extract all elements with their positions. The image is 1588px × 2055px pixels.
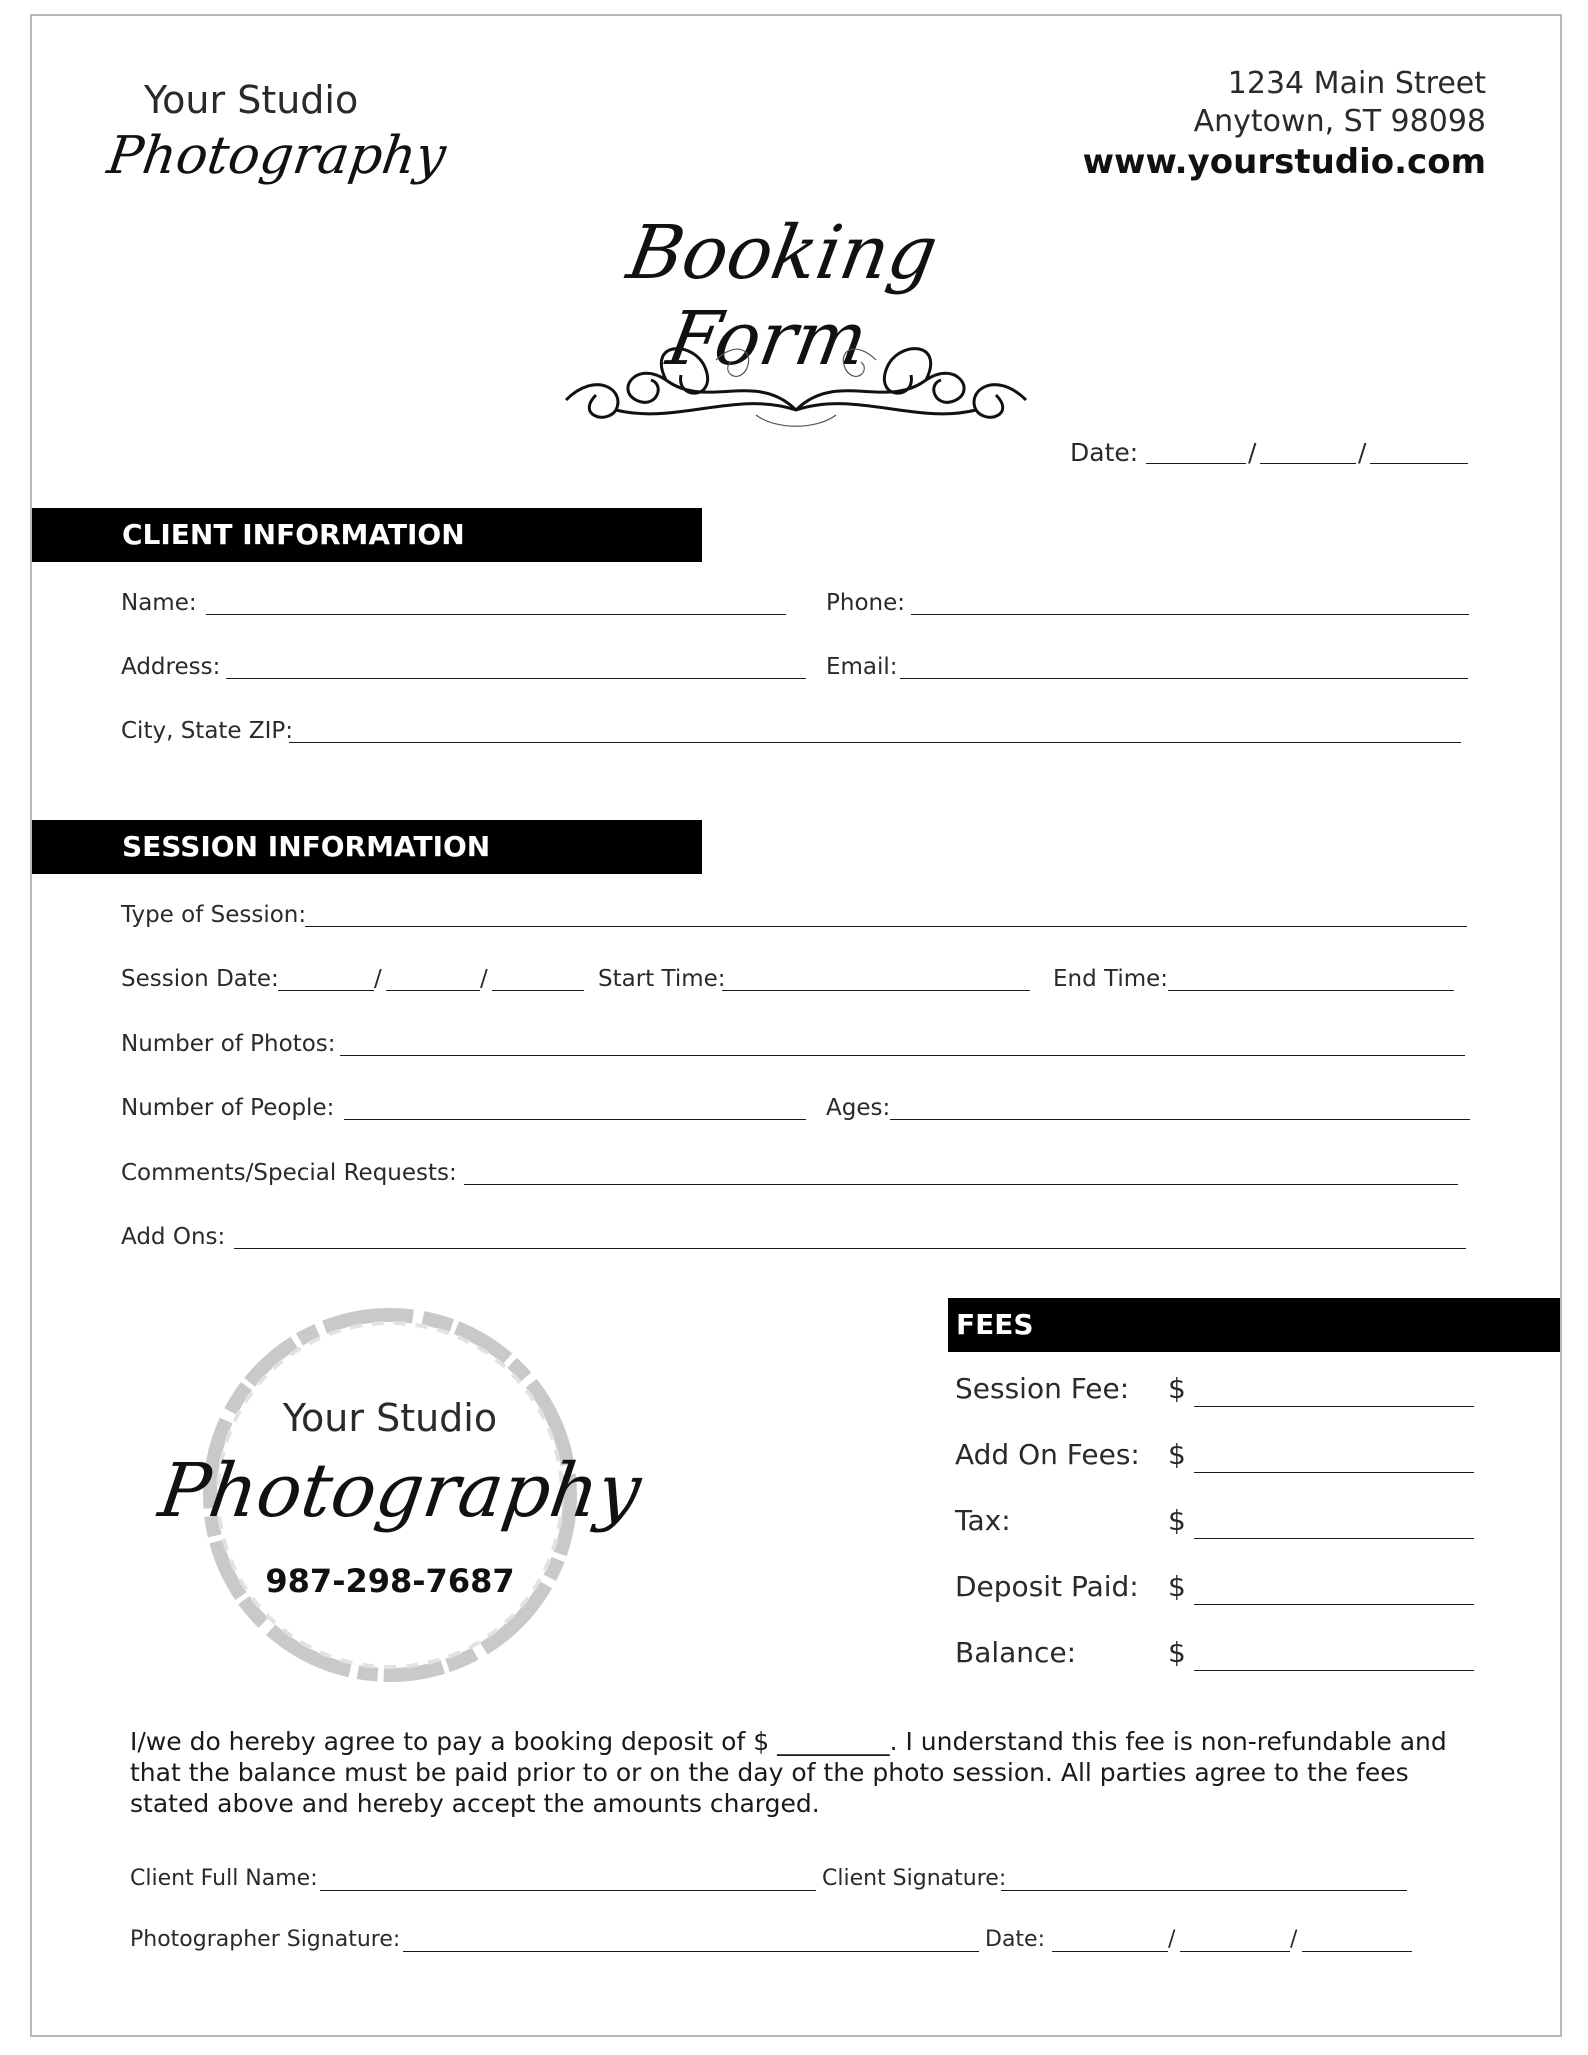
studio-stamp — [153, 1300, 647, 1690]
fee-currency: $ — [1168, 1438, 1186, 1471]
comments-field[interactable] — [464, 1184, 1458, 1185]
agreement-text: I/we do hereby agree to pay a booking deposit of $ _________. I understand this fee is non-refundable and that the balance must be paid prior to or on the day of the photo session. All parties agree to the fees stated above and hereby accept the amounts charged. — [130, 1727, 1447, 1818]
date-slash: / — [1358, 438, 1367, 467]
addons-field[interactable] — [234, 1248, 1466, 1249]
signature-date-day[interactable] — [1180, 1951, 1290, 1952]
ages-field[interactable] — [890, 1119, 1470, 1120]
stamp-line2: Photography — [153, 1448, 647, 1534]
form-date-month[interactable] — [1146, 463, 1246, 464]
client-name-field[interactable] — [320, 1890, 816, 1891]
fee-label: Deposit Paid: — [955, 1570, 1139, 1603]
session-info-heading: SESSION INFORMATION — [32, 820, 702, 874]
date-slash: / — [1168, 1927, 1176, 1952]
session-date-label: Session Date: — [121, 966, 279, 992]
form-date-year[interactable] — [1370, 463, 1468, 464]
session-type-field[interactable] — [305, 926, 1467, 927]
people-label: Number of People: — [121, 1095, 335, 1121]
address-line2: Anytown, ST 98098 — [1193, 104, 1486, 139]
email-field[interactable] — [900, 678, 1468, 679]
session-date-day[interactable] — [386, 990, 480, 991]
people-field[interactable] — [344, 1119, 806, 1120]
city-field[interactable] — [289, 742, 1461, 743]
form-title: Booking Form — [621, 210, 944, 382]
address-field[interactable] — [226, 678, 806, 679]
client-signature-label: Client Signature: — [822, 1866, 1007, 1891]
fee-amount-field[interactable] — [1194, 1406, 1474, 1407]
name-field[interactable] — [206, 614, 786, 615]
email-label: Email: — [826, 654, 898, 680]
client-signature-field[interactable] — [1001, 1890, 1407, 1891]
fees-heading: FEES — [948, 1298, 1560, 1352]
session-type-label: Type of Session: — [121, 902, 307, 928]
stamp-phone: 987-298-7687 — [265, 1562, 515, 1600]
signature-date-year[interactable] — [1302, 1951, 1412, 1952]
fee-currency: $ — [1168, 1372, 1186, 1405]
end-time-label: End Time: — [1053, 966, 1169, 992]
name-label: Name: — [121, 590, 197, 616]
comments-label: Comments/Special Requests: — [121, 1160, 457, 1186]
session-date-month[interactable] — [278, 990, 374, 991]
fee-label: Add On Fees: — [955, 1438, 1140, 1471]
form-date-label: Date: — [1070, 438, 1139, 467]
photographer-signature-field[interactable] — [403, 1951, 979, 1952]
photographer-signature-label: Photographer Signature: — [130, 1927, 401, 1952]
client-name-label: Client Full Name: — [130, 1866, 318, 1891]
fee-amount-field[interactable] — [1194, 1670, 1474, 1671]
fee-amount-field[interactable] — [1194, 1472, 1474, 1473]
logo-line2: Photography — [103, 126, 450, 186]
start-time-label: Start Time: — [598, 966, 726, 992]
client-info-heading: CLIENT INFORMATION — [32, 508, 702, 562]
fee-label: Tax: — [955, 1504, 1011, 1537]
logo-line1: Your Studio — [144, 78, 359, 122]
signature-date-month[interactable] — [1052, 1951, 1168, 1952]
fee-label: Balance: — [955, 1636, 1077, 1669]
start-time-field[interactable] — [722, 990, 1030, 991]
fee-amount-field[interactable] — [1194, 1604, 1474, 1605]
phone-label: Phone: — [826, 590, 905, 616]
session-date-year[interactable] — [492, 990, 584, 991]
studio-logo — [103, 78, 450, 218]
photos-label: Number of Photos: — [121, 1031, 336, 1057]
flourish-ornament — [556, 330, 1036, 430]
signature-date-label: Date: — [985, 1927, 1045, 1952]
date-slash: / — [1290, 1927, 1298, 1952]
fee-currency: $ — [1168, 1504, 1186, 1537]
phone-field[interactable] — [911, 614, 1469, 615]
addons-label: Add Ons: — [121, 1224, 226, 1250]
date-slash: / — [480, 966, 488, 992]
fee-currency: $ — [1168, 1570, 1186, 1603]
address-line1: 1234 Main Street — [1227, 66, 1486, 101]
stamp-line1: Your Studio — [282, 1396, 498, 1440]
end-time-field[interactable] — [1168, 990, 1454, 991]
fee-currency: $ — [1168, 1636, 1186, 1669]
photos-field[interactable] — [340, 1055, 1465, 1056]
website: www.yourstudio.com — [1082, 142, 1486, 182]
form-date-day[interactable] — [1260, 463, 1356, 464]
fee-amount-field[interactable] — [1194, 1538, 1474, 1539]
city-label: City, State ZIP: — [121, 718, 294, 744]
address-label: Address: — [121, 654, 221, 680]
date-slash: / — [374, 966, 382, 992]
date-slash: / — [1248, 438, 1257, 467]
fee-label: Session Fee: — [955, 1372, 1130, 1405]
ages-label: Ages: — [826, 1095, 891, 1121]
